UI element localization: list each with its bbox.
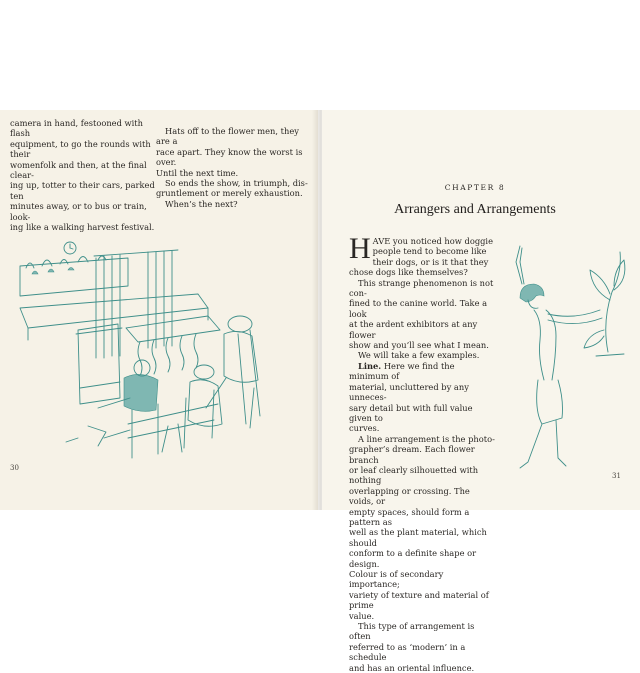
text-line: A line arrangement is the photo-: [358, 433, 495, 444]
left-column-1: [10, 118, 160, 232]
right-text-column: [349, 232, 495, 673]
text-line: well as the plant material, which should: [349, 527, 487, 548]
text-line: at the ardent exhibitors at any flower: [349, 319, 478, 340]
text-line: This type of arrangement is often: [349, 621, 475, 642]
text-line: camera in hand, festooned with flash: [10, 118, 143, 139]
text-line: ing like a walking harvest festival.: [10, 222, 155, 233]
text-line: womenfolk and then, at the final clear-: [10, 159, 147, 181]
text-line: and has an oriental influence.: [349, 662, 475, 673]
text-line: grapher’s dream. Each flower branch: [349, 444, 475, 465]
text-line: So ends the show, in triumph, dis-: [165, 178, 308, 189]
text-line: We will take a few examples.: [358, 350, 480, 361]
chapter-label: CHAPTER 8: [444, 183, 506, 192]
text-line: referred to as ‘modern’ in a schedule: [349, 641, 466, 663]
text-line: material, uncluttered by any unneces-: [349, 381, 469, 403]
text-line: empty spaces, should form a pattern as: [349, 506, 470, 527]
text-line: people tend to become like: [372, 246, 487, 257]
text-line: Until the next time.: [156, 167, 239, 178]
text-fragment: Here we find the minimum of: [349, 360, 455, 382]
text-line: show and you’ll see what I mean.: [349, 340, 489, 351]
text-line: AVE you noticed how doggie: [372, 236, 494, 246]
text-line: [349, 361, 495, 382]
text-line: value.: [349, 610, 375, 621]
chapter-title: Arrangers and Arrangements: [394, 202, 556, 217]
text-line: their dogs, or is it that they: [372, 256, 489, 267]
text-line: curves.: [349, 423, 380, 434]
left-column-2: [156, 126, 310, 209]
dropcap-paragraph: [349, 232, 495, 278]
left-page: [0, 110, 318, 510]
text-line: conform to a definite shape or design.: [349, 548, 477, 569]
page-number-left: 30: [10, 464, 19, 472]
text-line: fined to the canine world. Take a look: [349, 298, 488, 319]
text-line: or leaf clearly silhouetted with nothing: [349, 464, 479, 486]
page-number-right: 31: [612, 472, 621, 480]
dropcap: H: [349, 232, 371, 265]
text-line: This strange phenomenon is not con-: [349, 277, 494, 299]
text-line: chose dogs like themselves?: [349, 267, 468, 278]
text-line: overlapping or crossing. The voids, or: [349, 485, 470, 507]
text-line: variety of texture and material of prime: [349, 589, 489, 611]
text-line: equipment, to go the rounds with their: [10, 138, 151, 160]
text-line: Colour is of secondary importance;: [349, 569, 444, 590]
text-line: gruntlement or merely exhaustion.: [156, 188, 303, 199]
dancer-with-flower-illustration: [500, 240, 630, 480]
line-label: Line.: [358, 360, 382, 371]
text-line: When’s the next?: [165, 198, 238, 209]
text-line: race apart. They know the worst is over.: [156, 146, 303, 168]
text-line: Hats off to the flower men, they are a: [156, 126, 299, 147]
text-line: ing up, totter to their cars, parked ten: [10, 180, 155, 201]
text-line: minutes away, or to bus or train, look-: [10, 201, 147, 222]
flower-show-spectators-illustration: [8, 238, 308, 478]
text-line: sary detail but with full value given to: [349, 402, 473, 423]
